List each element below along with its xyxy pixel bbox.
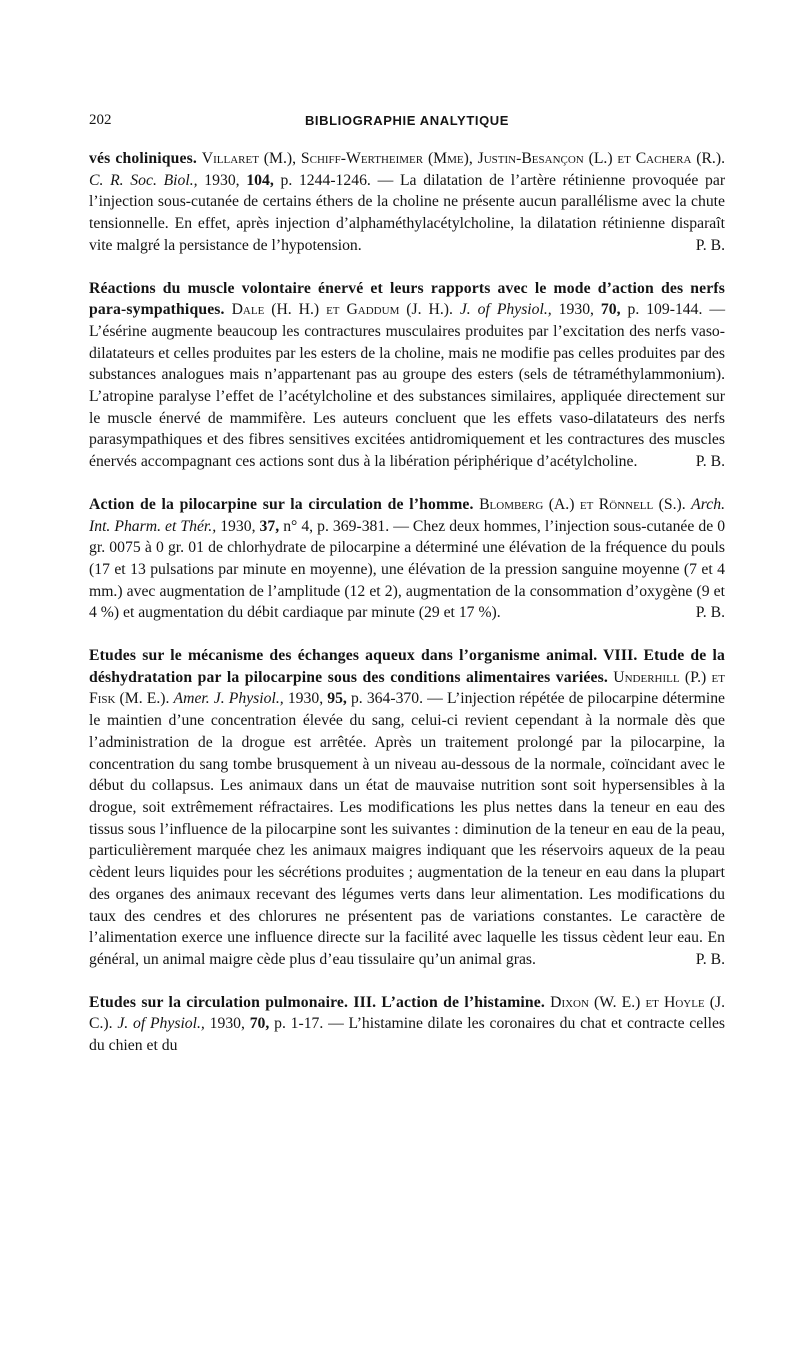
entry-journal: J. of Physiol., [117, 1015, 205, 1033]
entry-volume: 104, [246, 171, 274, 189]
entry-pages: n° 4, p. 369-381. [283, 517, 390, 535]
entry-authors: Blomberg (A.) et Rönnell (S.). [479, 495, 686, 513]
page-header [89, 112, 725, 138]
entry-signature: P. B. [695, 453, 725, 471]
running-head: BIBLIOGRAPHIE ANALYTIQUE [304, 113, 510, 128]
entry-year: 1930, [220, 517, 256, 535]
entry-pages: p. 364-370. [350, 690, 424, 708]
entry-title: Action de la pilocarpine sur la circulation de l’homme. [89, 495, 474, 513]
entry-abstract: — L’ésérine augmente beaucoup les contractures musculaires produites par l’excitation des nerfs vaso-dilatateurs et celles produites par les esters de la choline, mais ne modifie pas celles produites par des substances analogues mais n’appartenant pas au groupe des esters (sels de tétraméthylammonium). L’atropine paralyse l’effet de l’acétylcholine et des substances similaires, appliquée directement sur le muscle énervé de mammifère. Les auteurs concluent que les effets vaso-dilatateurs des nerfs parasympathiques et des fibres sensitives excitées antidromiquement et les contractures des muscles énervés accompagnant ces actions sont dus à la libération périphérique d’acétylcholine. [89, 301, 726, 471]
entry-year: 1930, [204, 171, 240, 189]
entry-pages: p. 1-17. [274, 1015, 324, 1033]
entry-authors: Underhill (P.) et Fisk (M. E.). [89, 668, 726, 708]
entry-title: Réactions du muscle volontaire énervé et leurs rapports avec le mode d’action des nerfs para-sympathiques. [89, 279, 725, 319]
entry-signature: P. B. [695, 604, 725, 622]
bibliography-entry [89, 494, 725, 624]
entry-signature: P. B. [695, 236, 725, 254]
entry-abstract: — La dilatation de l’artère rétinienne provoquée par l’injection sous-cutanée de certains éthers de la choline ne présente aucun parallélisme avec la chute tensionnelle. En effet, après injection d’alphaméthylacétylcholine, la dilatation rétinienne disparaît vite malgré la persistance de l’hypotension. [89, 171, 726, 254]
entry-volume: 37, [259, 517, 280, 535]
entry-signature: P. B. [695, 950, 725, 968]
entry-journal: C. R. Soc. Biol., [89, 171, 198, 189]
bibliography-entry [89, 645, 725, 971]
entry-volume: 70, [249, 1015, 270, 1033]
entry-abstract: — L’injection répétée de pilocarpine détermine le maintien d’une concentration élevée du sang, celui-ci revient cependant à la normale dès que l’administration de la drogue est arrêtée. Après un traitement prolongé par la pilocarpine, la concentration du sang tombe brusquement à un niveau au-dessous de la normale, coïncidant avec le début du collapsus. Les animaux dans un état de mauvaise nutrition sont soit hypersensibles à la drogue, soit extrêmement réfractaires. Les modifications les plus nettes dans la teneur en eau des tissus sous l’influence de la pilocarpine sont les suivantes : diminution de la teneur en eau de la peau, particulièrement marquée chez les animaux maigres indiquant que les réservoirs aqueux de la peau cèdent leurs liquides pour les sécrétions produites ; augmentation de la teneur en eau dans la plupart des organes des animaux recevant des légumes verts dans leur alimentation. Les modifications du taux des cendres et des chlorures ne présentent pas de variations constantes. Le caractère de l’alimentation exerce une influence directe sur la facilité avec laquelle les tissus cèdent leur eau. En général, un animal maigre cède plus d’eau tissulaire qu’un animal gras. [89, 690, 725, 968]
entry-year: 1930, [558, 301, 594, 319]
entry-title: vés choliniques. [89, 150, 197, 167]
bibliography-entry [89, 278, 725, 473]
entry-authors: Dale (H. H.) et Gaddum (J. H.). [231, 301, 453, 319]
entry-volume: 95, [327, 690, 347, 708]
entry-journal: Arch. Int. Pharm. et Thér., [89, 495, 726, 535]
bibliography-entry [89, 148, 725, 257]
entry-year: 1930, [287, 690, 324, 708]
entry-pages: p. 1244-1246. [280, 171, 371, 189]
entry-journal: J. of Physiol., [459, 301, 552, 319]
document-page [89, 112, 725, 1057]
entry-abstract: — Chez deux hommes, l’injection sous-cutanée de 0 gr. 0075 à 0 gr. 01 de chlorhydrate de pilocarpine a déterminé une élévation de la fréquence du pouls (17 et 13 pulsations par minute en moyenne), une élévation de la pression sanguine moyenne (7 et 4 mm.) avec augmentation de l’amplitude (12 et 2), augmentation de la consommation d’oxygène (9 et 4 %) et augmentation du débit cardiaque par minute (29 et 17 %). [89, 517, 726, 622]
page-number: 202 [89, 112, 112, 128]
entry-abstract: — L’histamine dilate les coronaires du chat et contracte celles du chien et du [89, 1015, 726, 1055]
entry-pages: p. 109-144. [627, 301, 703, 319]
entry-title: Etudes sur la circulation pulmonaire. III. L’action de l’histamine. [89, 993, 545, 1011]
bibliography-entry [89, 992, 725, 1057]
entry-year: 1930, [209, 1015, 245, 1033]
entry-volume: 70, [600, 301, 621, 319]
entry-authors: Villaret (M.), Schiff-Wertheimer (Mme), Justin-Besançon (L.) et Cachera (R.). [201, 150, 725, 167]
entry-title: Etudes sur le mécanisme des échanges aqueux dans l’organisme animal. VIII. Etude de la déshydratation par la pilocarpine sous des conditions alimentaires variées. [89, 647, 725, 686]
entry-journal: Amer. J. Physiol., [173, 690, 284, 708]
entry-authors: Dixon (W. E.) et Hoyle (J. C.). [89, 993, 725, 1033]
